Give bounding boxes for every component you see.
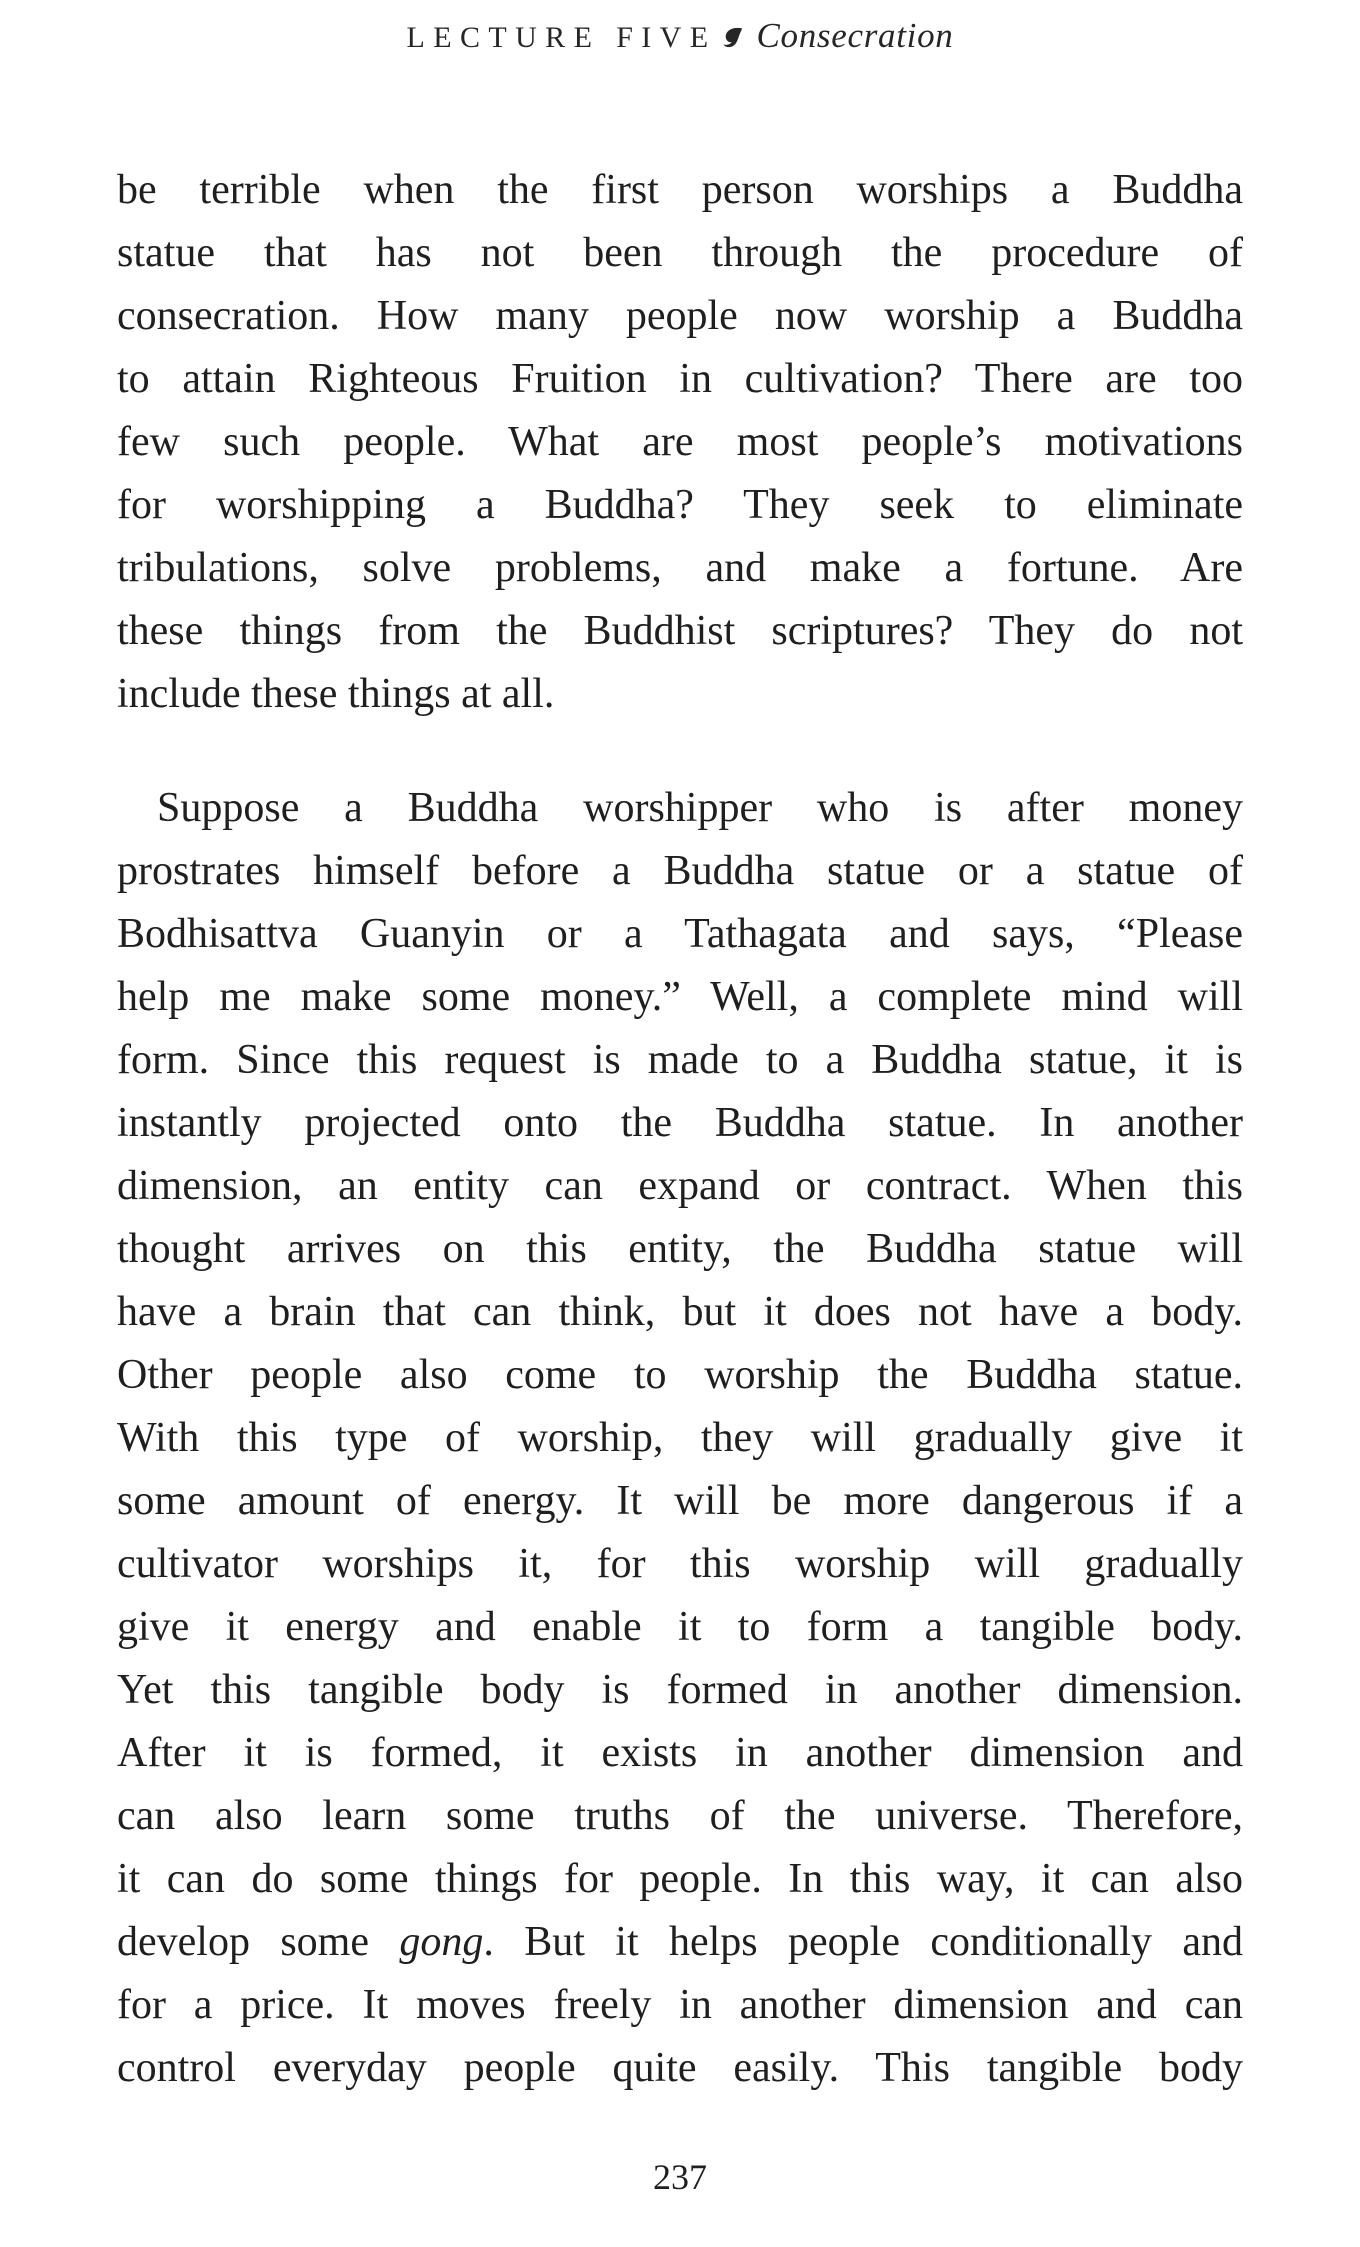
text-line: help me make some money.” Well, a complete mind will (117, 974, 1243, 1020)
text-line: Suppose a Buddha worshipper who is after money (157, 785, 1243, 831)
text-line: form. Since this request is made to a Buddha statue, it is (117, 1037, 1243, 1083)
text-line: Bodhisattva Guanyin or a Tathagata and says, “Please (117, 911, 1243, 957)
text-line: for worshipping a Buddha? They seek to eliminate (117, 482, 1243, 528)
running-head-section: LECTURE FIVE (406, 21, 717, 54)
text-line: dimension, an entity can expand or contract. When this (117, 1163, 1243, 1209)
page-number: 237 (653, 2157, 707, 2197)
running-head-chapter: Consecration (756, 16, 954, 55)
text-line: some amount of energy. It will be more dangerous if a (117, 1478, 1243, 1524)
text-line: Yet this tangible body is formed in another dimension. (117, 1667, 1243, 1713)
running-head (0, 16, 1360, 56)
text-line: can also learn some truths of the universe. Therefore, (117, 1793, 1243, 1839)
text-line: prostrates himself before a Buddha statue or a statue of (117, 848, 1243, 894)
text-line: it can do some things for people. In this way, it can also (117, 1856, 1243, 1902)
paragraph-2 (117, 777, 1243, 2100)
text-line: develop some gong. But it helps people conditionally and (117, 1919, 1243, 1965)
paragraph-1 (117, 159, 1243, 726)
text-line: these things from the Buddhist scriptures? They do not (117, 608, 1243, 654)
text-line: After it is formed, it exists in another dimension and (117, 1730, 1243, 1776)
text-line: instantly projected onto the Buddha statue. In another (117, 1100, 1243, 1146)
text-line: tribulations, solve problems, and make a fortune. Are (117, 545, 1243, 591)
text-line: cultivator worships it, for this worship will gradually (117, 1541, 1243, 1587)
text-line: give it energy and enable it to form a tangible body. (117, 1604, 1243, 1650)
text-line: Other people also come to worship the Buddha statue. (117, 1352, 1243, 1398)
text-line: control everyday people quite easily. This tangible body (117, 2045, 1243, 2091)
text-line: consecration. How many people now worship a Buddha (117, 293, 1243, 339)
body-text (117, 159, 1243, 2100)
text-line: With this type of worship, they will gradually give it (117, 1415, 1243, 1461)
text-line: include these things at all. (117, 671, 555, 717)
text-line: statue that has not been through the procedure of (117, 230, 1243, 276)
text-line: few such people. What are most people’s motivations (117, 419, 1243, 465)
text-line: for a price. It moves freely in another dimension and can (117, 1982, 1243, 2028)
text-line: be terrible when the first person worships a Buddha (117, 167, 1243, 213)
text-line: thought arrives on this entity, the Buddha statue will (117, 1226, 1243, 1272)
text-line: have a brain that can think, but it does not have a body. (117, 1289, 1243, 1335)
text-line: to attain Righteous Fruition in cultivation? There are too (117, 356, 1243, 402)
fleuron-icon (720, 25, 746, 56)
